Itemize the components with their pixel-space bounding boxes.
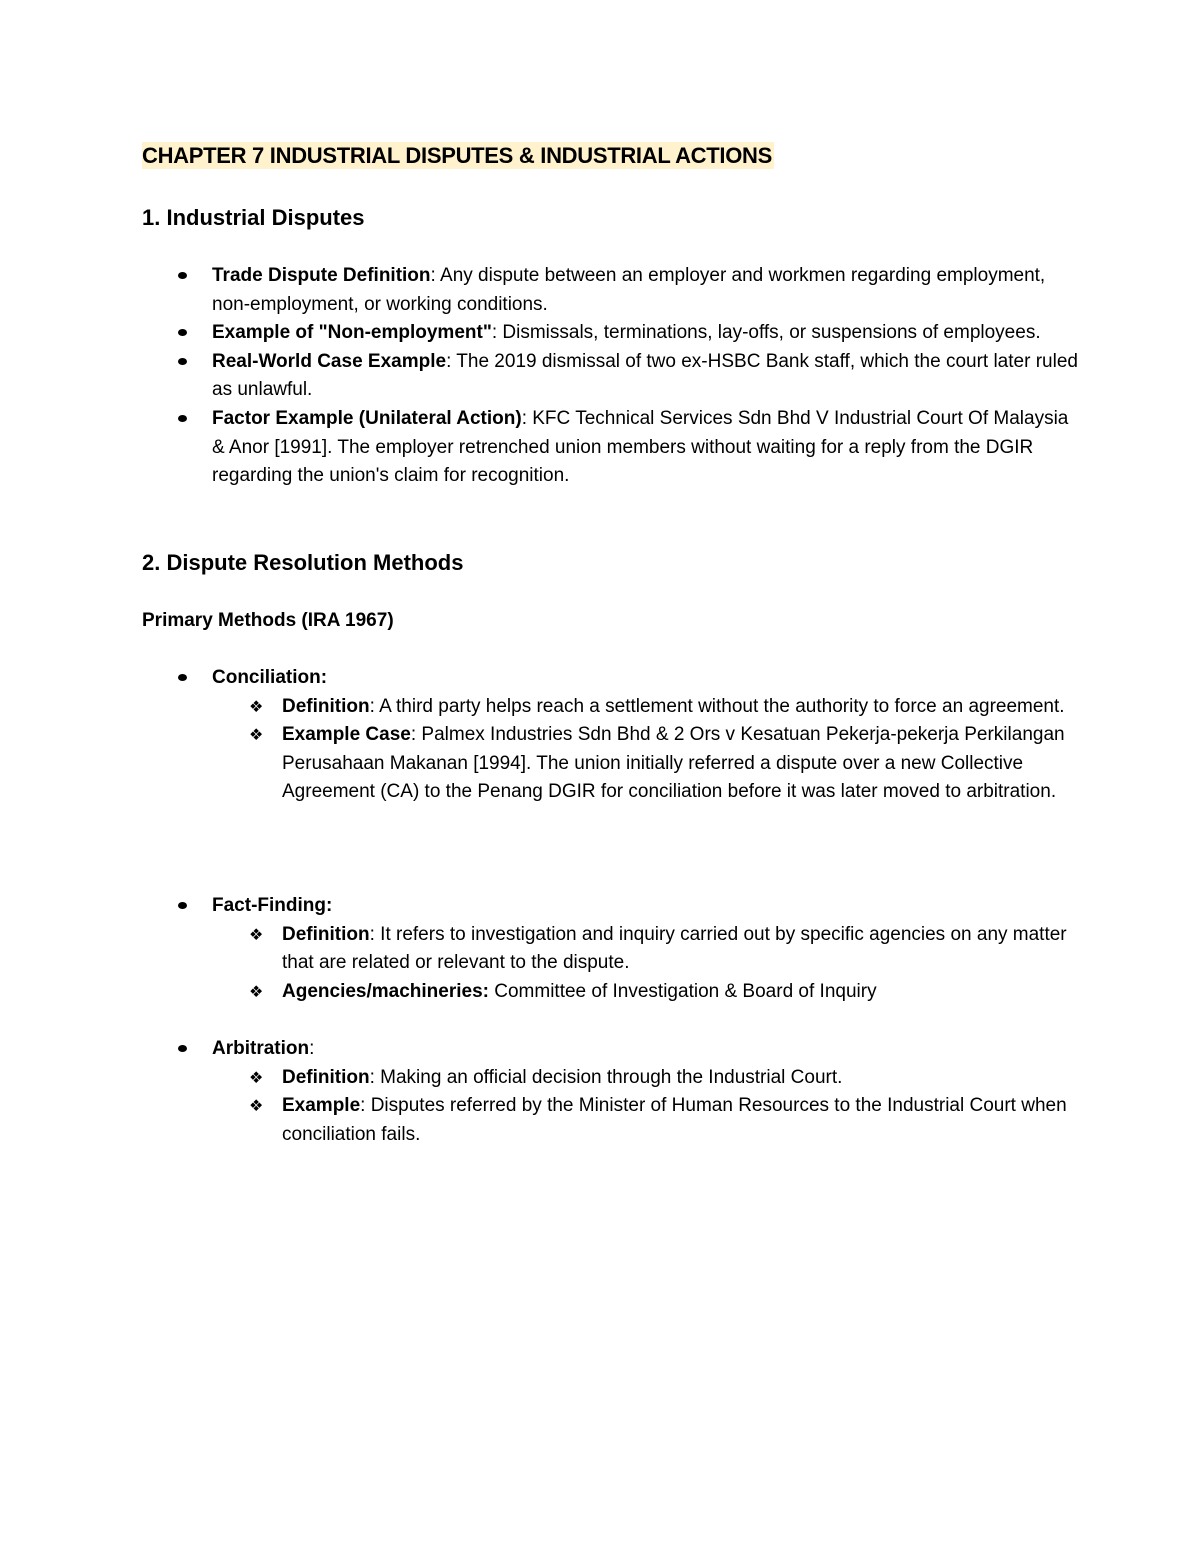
list-item: ❖ Definition: It refers to investigation and inquiry carried out by specific agencies on any matter that are related or relevant to the dispute. <box>212 921 1080 978</box>
list-item: ❖ Agencies/machineries: Committee of Investigation & Board of Inquiry <box>212 978 1080 1007</box>
bullet-icon <box>178 415 187 422</box>
subheading-primary-methods: Primary Methods (IRA 1967) <box>142 610 394 631</box>
list-item: Fact-Finding: ❖ Definition: It refers to investigation and inquiry carried out by specific agencies on any matter that are related or relevant to the dispute. ❖ Agencies/machineries: Committee of Investigation & Board of Inquiry <box>0 892 1080 1006</box>
list-item: Real-World Case Example: The 2019 dismissal of two ex-HSBC Bank staff, which the court later ruled as unlawful. <box>0 348 1080 405</box>
diamond-bullet-icon: ❖ <box>249 981 264 1001</box>
section-heading-dispute-resolution: 2. Dispute Resolution Methods <box>142 550 464 575</box>
industrial-disputes-list <box>0 262 1080 491</box>
bullet-icon <box>178 272 187 279</box>
list-item: Example of "Non-employment": Dismissals, terminations, lay-offs, or suspensions of employees. <box>0 319 1080 348</box>
list-item: ❖ Definition: A third party helps reach a settlement without the authority to force an agreement. <box>212 693 1080 722</box>
fact-finding-details <box>212 921 1080 1007</box>
list-item: Trade Dispute Definition: Any dispute between an employer and workmen regarding employment, non-employment, or working conditions. <box>0 262 1080 319</box>
section-heading-industrial-disputes: 1. Industrial Disputes <box>142 205 365 230</box>
list-item: ❖ Example Case: Palmex Industries Sdn Bhd & 2 Ors v Kesatuan Pekerja-pekerja Perkilangan Perusahaan Makanan [1994]. The union initially referred a dispute over a new Collective Agreement (CA) to the Penang DGIR for conciliation before it was later moved to arbitration. <box>212 721 1080 807</box>
bullet-icon <box>178 902 187 909</box>
method-fact-finding <box>0 892 1080 1006</box>
list-item: ❖ Example: Disputes referred by the Minister of Human Resources to the Industrial Court when conciliation fails. <box>212 1092 1080 1149</box>
method-conciliation <box>0 664 1080 807</box>
diamond-bullet-icon: ❖ <box>249 924 264 944</box>
diamond-bullet-icon: ❖ <box>249 1096 264 1116</box>
chapter-title: CHAPTER 7 INDUSTRIAL DISPUTES & INDUSTRIAL ACTIONS <box>142 143 772 168</box>
bullet-icon <box>178 674 187 681</box>
list-item: Arbitration: ❖ Definition: Making an official decision through the Industrial Court. ❖ Example: Disputes referred by the Minister of Human Resources to the Industrial Court when conciliation fails. <box>0 1035 1080 1149</box>
list-item: Factor Example (Unilateral Action): KFC Technical Services Sdn Bhd V Industrial Court Of Malaysia & Anor [1991]. The employer retrenched union members without waiting for a reply from the DGIR regarding the union's claim for recognition. <box>0 405 1080 491</box>
list-item: ❖ Definition: Making an official decision through the Industrial Court. <box>212 1064 1080 1093</box>
diamond-bullet-icon: ❖ <box>249 725 264 745</box>
bullet-icon <box>178 1045 187 1052</box>
conciliation-details <box>212 693 1080 807</box>
arbitration-details <box>212 1064 1080 1150</box>
bullet-icon <box>178 358 187 365</box>
diamond-bullet-icon: ❖ <box>249 696 264 716</box>
list-item: Conciliation: ❖ Definition: A third party helps reach a settlement without the authority to force an agreement. ❖ Example Case: Palmex Industries Sdn Bhd & 2 Ors v Kesatuan Pekerja-pekerja Perkilangan Perusahaan Makanan [1994]. The union initially referred a dispute over a new Collective Agreement (CA) to the Penang DGIR for conciliation before it was later moved to arbitration. <box>0 664 1080 807</box>
method-arbitration <box>0 1035 1080 1149</box>
bullet-icon <box>178 329 187 336</box>
diamond-bullet-icon: ❖ <box>249 1067 264 1087</box>
